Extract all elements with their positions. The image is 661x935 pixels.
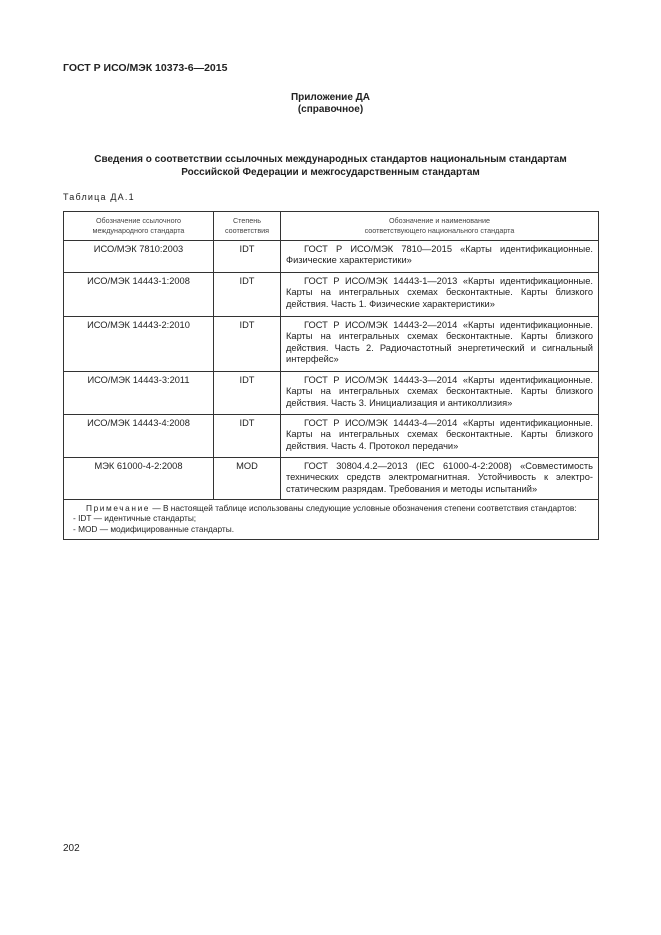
intl-standard-cell: ИСО/МЭК 14443-3:2011 [64, 372, 214, 415]
header-text: Обозначение ссылочного [95, 216, 182, 225]
intl-standard-cell: ИСО/МЭК 14443-1:2008 [64, 273, 214, 317]
table-note-row [64, 500, 599, 540]
national-standard-text: ГОСТ Р ИСО/МЭК 14443-3—2014 «Карты идентификационные. Карты на интегральных схемах бесконтактные. Карты близкого действия. Часть 3. Инициализация и антиколлизия» [286, 375, 593, 408]
table-row [64, 415, 599, 458]
note-label: Примечание [86, 503, 151, 513]
table-row [64, 372, 599, 415]
national-standard-cell [281, 372, 599, 415]
header-text: соответствующего национального стандарта [364, 226, 515, 235]
note-item: - IDT — идентичные стандарты; [73, 513, 197, 524]
correspondence-table [63, 211, 599, 540]
header-text: Степень [232, 216, 261, 225]
degree-cell: IDT [214, 273, 281, 317]
section-title-line2: Российской Федерации и межгосударственным стандартам [181, 167, 480, 178]
national-standard-cell [281, 273, 599, 317]
document-code: ГОСТ Р ИСО/МЭК 10373-6—2015 [63, 62, 228, 74]
national-standard-text: ГОСТ 30804.4.2—2013 (IEC 61000-4-2:2008) «Совместимость технических средств электромагнитная. Устойчивость к электростатическим разрядам. Требования и методы испытаний» [286, 461, 593, 494]
intl-standard-cell: ИСО/МЭК 14443-4:2008 [64, 415, 214, 458]
header-text: Обозначение и наименование [388, 216, 491, 225]
national-standard-cell [281, 317, 599, 372]
header-national-standard [281, 212, 599, 241]
page-number: 202 [63, 843, 80, 854]
appendix-title: Приложение ДА [290, 92, 371, 103]
header-degree [214, 212, 281, 241]
table-note [64, 500, 599, 540]
header-intl-standard [64, 212, 214, 241]
table-header-row [64, 212, 599, 241]
national-standard-text: ГОСТ Р ИСО/МЭК 7810—2015 «Карты идентификационные. Физические характеристики» [286, 244, 593, 266]
appendix-subtitle: (справочное) [297, 104, 364, 115]
note-text: — В настоящей таблице использованы следующие условные обозначения степени соответствия стандартов: [150, 503, 577, 513]
degree-cell: IDT [214, 415, 281, 458]
appendix-heading [0, 92, 661, 116]
section-title-line1: Сведения о соответствии ссылочных международных стандартов национальным стандартам [94, 154, 567, 165]
header-text: международного стандарта [92, 226, 185, 235]
table-row [64, 241, 599, 273]
national-standard-cell [281, 458, 599, 500]
header-text: соответствия [224, 226, 270, 235]
degree-cell: IDT [214, 317, 281, 372]
degree-cell: IDT [214, 372, 281, 415]
national-standard-text: ГОСТ Р ИСО/МЭК 14443-2—2014 «Карты идентификационные. Карты на интегральных схемах бесконтактные. Карты близкого действия. Часть 2. Радиочастотный энергетический и сигнальный интерфейс» [286, 320, 593, 365]
degree-cell: MOD [214, 458, 281, 500]
national-standard-text: ГОСТ Р ИСО/МЭК 14443-4—2014 «Карты идентификационные. Карты на интегральных схемах бесконтактные. Карты близкого действия. Часть 4. Протокол передачи» [286, 418, 593, 451]
table-row [64, 458, 599, 500]
table-row [64, 317, 599, 372]
national-standard-cell [281, 241, 599, 273]
degree-cell: IDT [214, 241, 281, 273]
national-standard-cell [281, 415, 599, 458]
note-item: - MOD — модифицированные стандарты. [73, 523, 235, 534]
national-standard-text: ГОСТ Р ИСО/МЭК 14443-1—2013 «Карты идентификационные. Карты на интегральных схемах бесконтактные. Карты близкого действия. Часть 1. Физические характеристики» [286, 276, 593, 309]
table-row [64, 273, 599, 317]
intl-standard-cell: МЭК 61000-4-2:2008 [64, 458, 214, 500]
intl-standard-cell: ИСО/МЭК 14443-2:2010 [64, 317, 214, 372]
intl-standard-cell: ИСО/МЭК 7810:2003 [64, 241, 214, 273]
table-label: Таблица ДА.1 [63, 192, 135, 202]
section-title [40, 153, 621, 179]
